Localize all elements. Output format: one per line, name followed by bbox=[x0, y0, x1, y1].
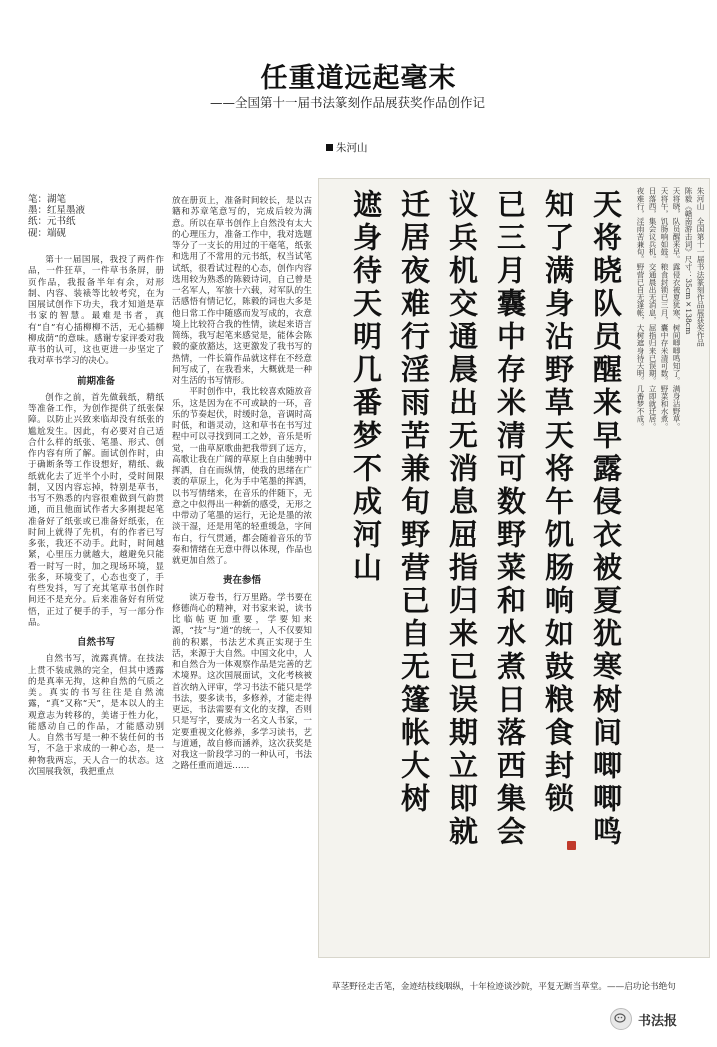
section-heading-natural: 自然书写 bbox=[76, 637, 115, 648]
reflection-paragraph: 读万卷书，行万里路。学书要在修德尚心的精神，对书家来说，读书比临帖更加重要，学要知来源，“技”与“道”的统一，人不仅要知前的积累，书法艺术真正实现于生活，来源于大自然。中国文化中，人和自然合为一体观察作品是完善的艺术境界。这次国展面试，文化考核被首次纳入评审，学习书法不能只是学书法，要多读书，多修养，才能走得更远，书法需要有文化的支撑，否则只是写字，要成为一名文人书家，一定要重视文化修养，多学习读书，艺与道通，故自修而涵养，这次获奖是对我这一阶段学习的一种认可，书法之路任重而道远…… bbox=[172, 592, 312, 772]
materials-list bbox=[28, 194, 158, 239]
footer-caption: 草茎野径走舌笔，金迹结枝线咽纵，十年检迹谈沙院，平复无断当草堂。——启功论书绝句 bbox=[332, 982, 676, 992]
wechat-icon bbox=[610, 1008, 632, 1030]
continued-paragraph: 放在册页上，准备时间较长，是以古籍和苏章笔意写的，完成后较为满意。所以在草书创作上自然没有太大的心理压力，准备工作中，我对选题等分了一支长的用过的干毫笔，纸张和选用了不常用的元书纸，权当试笔试纸，很看试过程的心态，创作内容选用较为熟悉的陈毅诗词，自己曾是一名军人，军旅十六载，对军队的生活感悟有情记忆，陈毅的词也大多是他日常工作中随感而发写成的，衣意境上比较符合我的性情，读起来语言简练，我写起笔来感觉是，能体会陈毅的豪放豁达，这更激发了我书写的热情，一件长篇作品就这样在不经意间写成了，在我看来，大概就是一种对生活的书写情形。 bbox=[172, 196, 312, 386]
calligraphy-column: 已三月囊中存米清可数野菜和水煮日落西集会 bbox=[493, 189, 527, 849]
brand-name: 书法报 bbox=[638, 1013, 678, 1029]
calligraphy-column: 天将晓队员醒来早露侵衣被夏犹寒树间唧唧鸣 bbox=[589, 189, 623, 849]
page-title: 任重道远起毫末 bbox=[260, 63, 457, 94]
artwork-caption: 陈毅《赣南游击词》尺寸：35cm×138cm bbox=[684, 187, 693, 335]
intro-paragraph: 第十一届国展，我投了两件作品，一件狂草，一件草书条屏，册页作品，我报备半年有余，对形制、内容、装裱等比较考究，在为国展试创作下功夫，我才知道是草书家的智慧。最难是书者，真有“自”有心插柳柳不活，无心插柳柳成荫”的意味。感谢专家评委对我草书的认可，这也更进一步坚定了我对草书学习的决心。 bbox=[28, 255, 164, 367]
materials-item: 砚：端砚 bbox=[28, 227, 67, 239]
artwork-caption: 朱河山 全国第十一届书法篆刻作品展获奖作品 bbox=[696, 187, 705, 347]
section-heading-prep: 前期准备 bbox=[76, 375, 115, 387]
artwork-caption: 日落西，集会议兵机。交通晨出无消息，屈指归来已误期。立即就迁居。 bbox=[648, 187, 657, 431]
materials-item: 笔：湖笔 bbox=[28, 194, 67, 205]
materials-item: 墨：红星墨液 bbox=[28, 205, 86, 217]
music-paragraph: 平时创作中，我比较喜欢随放音乐，这是因为在不可或缺的一环，音乐的节奏起伏，时缓时急，音调时高时低，和谐灵动，这和草书在书写过程中可以寻找到同工之妙，音乐是听觉，一曲草原歌曲把我带到了远方，高歌让我在广阔的草原上自由驰骋中挥洒，自在而纵情，使我的思绪在广袤的草原上，化为手中笔墨的挥洒，以书写情绪来，在音乐的伴随下，无意之中似得出一种新的感受，无形之中带动了笔墨的运行，无论是墨的浓淡干湿，还是用笔的轻重缓急，字间布白，行气贯通，都会随着音乐的节奏和情绪在无意中得以体现，作品也就更加自然了。 bbox=[172, 387, 312, 566]
author-name: 朱河山 bbox=[336, 142, 368, 154]
calligraphy-column: 遮身待天明几番梦不成河山 bbox=[349, 189, 383, 585]
article-column-1 bbox=[28, 255, 164, 945]
calligraphy-artwork bbox=[318, 178, 710, 958]
square-bullet-icon bbox=[326, 144, 333, 151]
artwork-caption: 天将晓，队员醒来早。露侵衣被夏犹寒，树间唧唧鸣知了。满身沾野草。 bbox=[672, 187, 681, 431]
page-subtitle: ——全国第十一届书法篆刻作品展获奖作品创作记 bbox=[210, 95, 486, 110]
artwork-caption: 天将午，饥肠响如鼓。粮食封锁已三月，囊中存米清可数。野菜和水煮。 bbox=[660, 187, 669, 431]
red-seal-stamp bbox=[567, 841, 576, 850]
brand-watermark bbox=[610, 1008, 677, 1030]
prep-paragraph: 创作之前，首先做载纸，精纸等准备工作，为创作提供了纸张保障。以防止兴致来临却没有纸张的尴尬发生。因此，有必要对自己适合什么样的纸张、笔墨、形式、创作内容有所了解。面试创作时，由于确断条等工作设想好，精纸、裁纸就化去了近半个小时，受时间限制，又因内容忘掉，特别是草书，书写不熟悉的内容很难做到气韵贯通，而且他面试作者大多刚提起笔准备好了纸张或已准备好纸张，在时间上就得了先机，有的作者已写多张，我还不动手。此时，时间越紧，心里压力就越大，越避免只能看一时写一时，加之现场环境，显张多，环境变了，心态也变了，手有些发抖，写了充其笔草书创作时间还不是充分。后来准备好有所觉悟，正过了便手的手，写一部分作品。 bbox=[28, 392, 164, 628]
section-heading-reflection: 责在参悟 bbox=[222, 575, 261, 587]
calligraphy-column: 迁居夜难行淫雨苦兼旬野营已自无篷帐大树 bbox=[397, 189, 431, 816]
materials-item: 纸：元书纸 bbox=[28, 216, 76, 228]
author-line bbox=[326, 140, 368, 155]
natural-paragraph: 自然书写，流露真情。在技法上贯不装成熟的完全，但其中透露的是真率无拘，这种自然的气质之美。真实的书写往往是自然流露，“真”又称“天”，是本以人的主观意志为转移的，美诸于性力化，能感动自己的作品，才能感动别人。自然书写是一种不装任何的书写，不急于求成的一种心态，是一种物我两忘，天人合一的状态。这次国展我领，我把重点 bbox=[28, 654, 164, 777]
calligraphy-column: 议兵机交通晨出无消息屈指归来已误期立即就 bbox=[445, 189, 479, 849]
article-column-2 bbox=[172, 196, 312, 940]
artwork-caption: 夜难行，淫雨苦兼旬。野营已自无篷帐，大树遮身待天明。几番梦不成。 bbox=[636, 187, 645, 431]
calligraphy-column: 知了满身沾野草天将午饥肠响如鼓粮食封锁 bbox=[541, 189, 575, 816]
